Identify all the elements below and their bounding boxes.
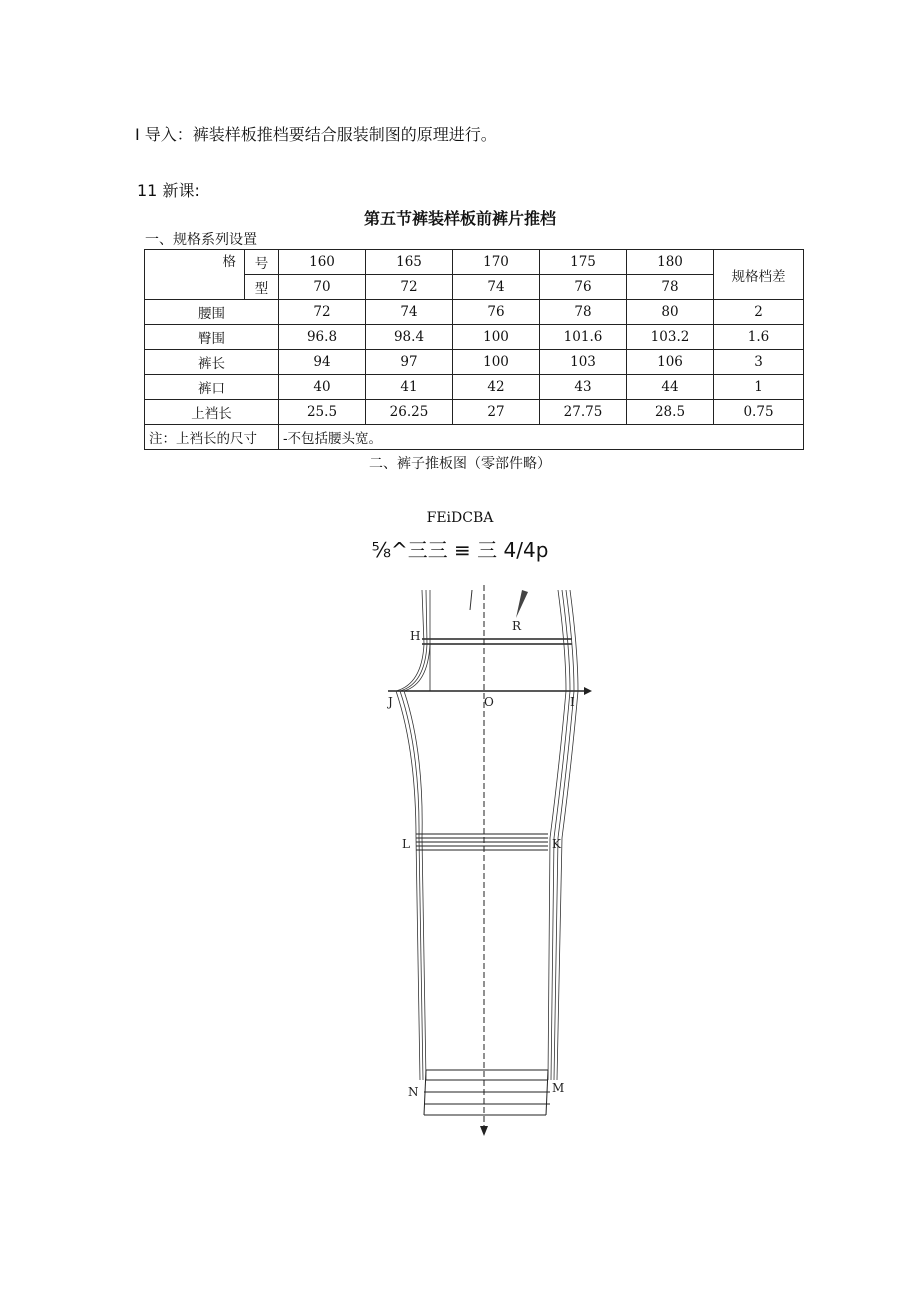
table-cell: 3 bbox=[714, 350, 804, 375]
figure-label-line-1: FEiDCBA bbox=[426, 510, 494, 526]
table-cell: 98.4 bbox=[366, 325, 453, 350]
table-cell: 80 bbox=[627, 300, 714, 325]
table-cell: 43 bbox=[540, 375, 627, 400]
point-label-i: I bbox=[570, 695, 575, 709]
point-label-h: H bbox=[410, 629, 421, 643]
table-cell: 97 bbox=[366, 350, 453, 375]
new-lesson-label: 11 新课: bbox=[137, 181, 200, 200]
table-cell: 165 bbox=[366, 250, 453, 275]
table-cell: 106 bbox=[627, 350, 714, 375]
table-cell: 70 bbox=[279, 275, 366, 300]
table-cell: 100 bbox=[453, 325, 540, 350]
table-cell: 103.2 bbox=[627, 325, 714, 350]
header-ge: 格 bbox=[145, 250, 245, 300]
table-row bbox=[145, 300, 804, 325]
trouser-grading-diagram bbox=[380, 580, 600, 1140]
table-cell: 170 bbox=[453, 250, 540, 275]
figure-label-line-2: ⅝^三三 ≡ 三 4/4p bbox=[371, 538, 549, 562]
spec-heading: 一、规格系列设置 bbox=[145, 232, 257, 248]
table-cell: 96.8 bbox=[279, 325, 366, 350]
dart-mark bbox=[470, 590, 472, 610]
table-cell: 28.5 bbox=[627, 400, 714, 425]
table-cell: 103 bbox=[540, 350, 627, 375]
figure-heading: 二、裤子推板图（零部件略） bbox=[369, 456, 551, 472]
down-arrow-icon bbox=[480, 1126, 488, 1136]
table-cell: 78 bbox=[627, 275, 714, 300]
table-cell: 78 bbox=[540, 300, 627, 325]
table-row bbox=[145, 375, 804, 400]
table-cell: 1 bbox=[714, 375, 804, 400]
table-cell: 27.75 bbox=[540, 400, 627, 425]
table-cell: 101.6 bbox=[540, 325, 627, 350]
table-cell: 2 bbox=[714, 300, 804, 325]
table-cell: 42 bbox=[453, 375, 540, 400]
table-cell: 74 bbox=[366, 300, 453, 325]
table-cell: 100 bbox=[453, 350, 540, 375]
row-label: 腰围 bbox=[145, 300, 279, 325]
note-label: 注：上裆长的尺寸 bbox=[145, 425, 279, 450]
intro-text: I 导入：裤装样板推档要结合服装制图的原理进行。 bbox=[135, 125, 497, 144]
table-cell: 41 bbox=[366, 375, 453, 400]
table-row bbox=[145, 400, 804, 425]
point-label-m: M bbox=[552, 1081, 565, 1095]
spec-table bbox=[144, 249, 804, 450]
knee-lines bbox=[416, 834, 548, 850]
point-label-r: R bbox=[512, 619, 522, 633]
row-label: 裤口 bbox=[145, 375, 279, 400]
row-label: 臀围 bbox=[145, 325, 279, 350]
table-cell: 94 bbox=[279, 350, 366, 375]
table-cell: 180 bbox=[627, 250, 714, 275]
table-cell: 76 bbox=[453, 300, 540, 325]
table-cell: 160 bbox=[279, 250, 366, 275]
point-label-n: N bbox=[408, 1085, 419, 1099]
point-label-j: J bbox=[388, 695, 393, 709]
right-outline bbox=[548, 590, 578, 1080]
diff-header: 规格档差 bbox=[714, 250, 804, 300]
table-cell: 44 bbox=[627, 375, 714, 400]
table-cell: 40 bbox=[279, 375, 366, 400]
table-cell: 72 bbox=[366, 275, 453, 300]
pleat-mark bbox=[516, 590, 528, 618]
header-hao: 号 bbox=[245, 250, 279, 275]
table-cell: 1.6 bbox=[714, 325, 804, 350]
row-label: 裤长 bbox=[145, 350, 279, 375]
table-cell: 72 bbox=[279, 300, 366, 325]
table-cell: 26.25 bbox=[366, 400, 453, 425]
point-label-l: L bbox=[402, 837, 410, 851]
point-label-k: K bbox=[552, 837, 561, 851]
table-cell: 74 bbox=[453, 275, 540, 300]
table-row bbox=[145, 325, 804, 350]
table-cell: 175 bbox=[540, 250, 627, 275]
table-header-row bbox=[145, 250, 804, 275]
table-cell: 76 bbox=[540, 275, 627, 300]
note-text: -不包括腰头宽。 bbox=[279, 425, 804, 450]
table-row bbox=[145, 350, 804, 375]
point-label-o: O bbox=[484, 695, 494, 709]
left-outline bbox=[396, 590, 430, 1080]
header-xing: 型 bbox=[245, 275, 279, 300]
right-arrow-icon bbox=[584, 687, 592, 695]
table-cell: 0.75 bbox=[714, 400, 804, 425]
hem-lines bbox=[424, 1070, 550, 1115]
table-cell: 27 bbox=[453, 400, 540, 425]
section-title: 第五节裤装样板前裤片推档 bbox=[363, 209, 556, 228]
table-cell: 25.5 bbox=[279, 400, 366, 425]
row-label: 上裆长 bbox=[145, 400, 279, 425]
table-note-row bbox=[145, 425, 804, 450]
